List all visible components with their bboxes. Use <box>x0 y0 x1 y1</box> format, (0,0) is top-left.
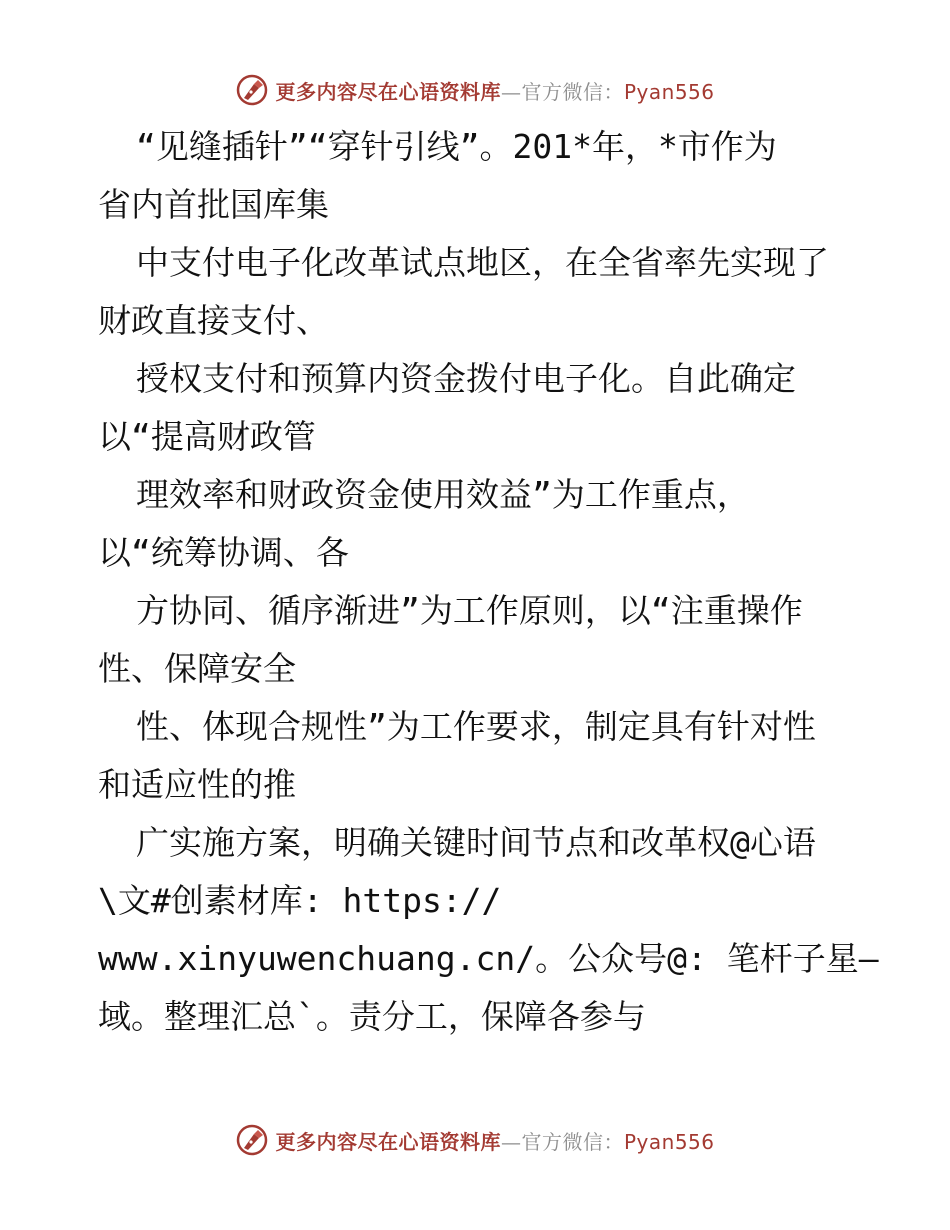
body-line: \文#创素材库: https:// <box>98 881 502 920</box>
body-line: 理效率和财政资金使用效益”为工作重点， <box>136 475 750 514</box>
document-body <box>98 118 878 1046</box>
header-banner-content <box>235 73 714 107</box>
banner-wechat-id: Pyan556 <box>623 79 715 104</box>
body-line: www.xinyuwenchuang.cn/。公众号@: 笔杆子星— <box>98 939 879 978</box>
body-line: 以“统筹协调、各 <box>98 533 349 572</box>
banner-wechat-label: 官方微信： <box>521 79 624 104</box>
footer-banner <box>0 1120 950 1160</box>
footer-banner-content <box>235 1123 714 1157</box>
body-line: 财政直接支付、 <box>98 301 329 340</box>
body-line: 和适应性的推 <box>98 765 296 804</box>
body-line: 中支付电子化改革试点地区，在全省率先实现了 <box>136 243 829 282</box>
banner-text <box>275 76 714 105</box>
body-line: 性、体现合规性”为工作要求，制定具有针对性 <box>136 707 816 746</box>
body-line: 域。整理汇总`。责分工，保障各参与 <box>98 997 646 1036</box>
body-line: 以“提高财政管 <box>98 417 316 456</box>
banner-main-text: 更多内容尽在心语资料库 <box>275 1129 501 1154</box>
body-line: 授权支付和预算内资金拨付电子化。自此确定 <box>136 359 796 398</box>
body-line: 省内首批国库集 <box>98 185 329 224</box>
banner-separator: — <box>500 79 522 104</box>
pen-nib-logo-icon <box>235 73 269 107</box>
banner-separator: — <box>500 1129 522 1154</box>
header-banner <box>0 70 950 110</box>
body-line: “见缝插针”“穿针引线”。201*年，*市作为 <box>136 127 777 166</box>
banner-text <box>275 1126 714 1155</box>
banner-main-text: 更多内容尽在心语资料库 <box>275 79 501 104</box>
body-line: 方协同、循序渐进”为工作原则，以“注重操作 <box>136 591 803 630</box>
banner-wechat-label: 官方微信： <box>521 1129 624 1154</box>
pen-nib-logo-icon <box>235 1123 269 1157</box>
body-line: 广实施方案，明确关键时间节点和改革权@心语 <box>136 823 816 862</box>
banner-wechat-id: Pyan556 <box>623 1129 715 1154</box>
body-line: 性、保障安全 <box>98 649 296 688</box>
